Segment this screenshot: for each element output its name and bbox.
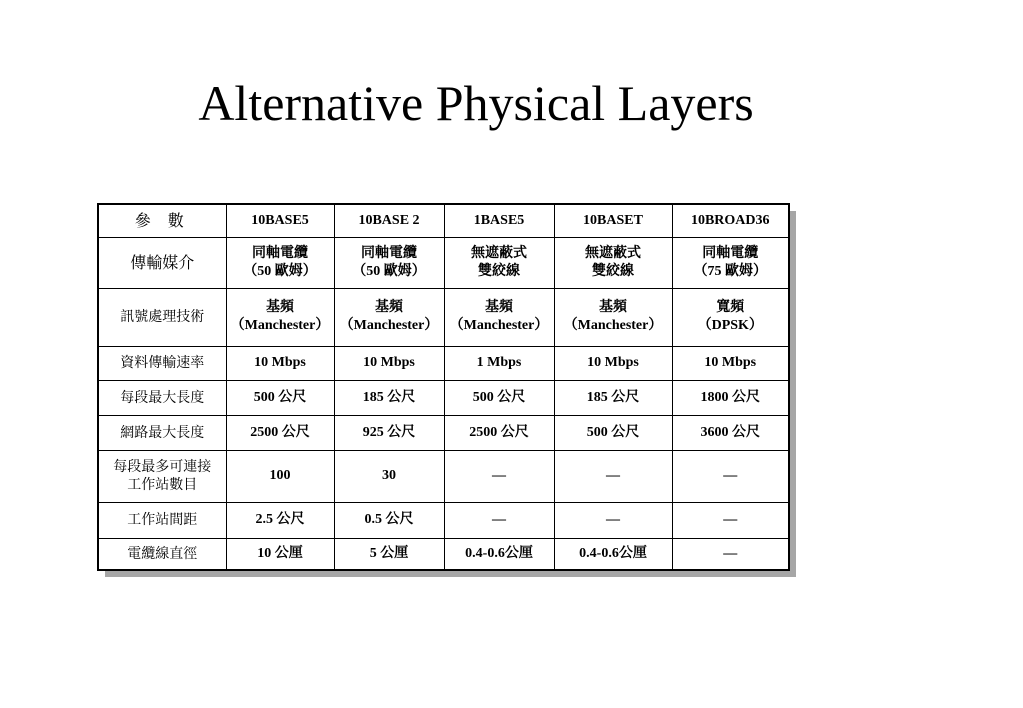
row-label	[98, 237, 226, 288]
row-label-text: 資料傳輸速率	[120, 355, 205, 371]
cell-text: 10 Mbps	[254, 355, 306, 370]
cell-text: 30	[382, 468, 396, 483]
table-cell	[444, 415, 554, 450]
cell-text: 2500 公尺	[469, 424, 529, 440]
table-cell	[334, 502, 444, 538]
row-label	[98, 502, 226, 538]
cell-text: 10 公厘	[257, 545, 303, 561]
cell-text: 無遮蔽式 雙絞線	[471, 245, 527, 279]
cell-text: 基頻 （Manchester）	[230, 300, 330, 333]
header-cell-10baset: 10BASET	[554, 204, 672, 237]
table-cell	[554, 237, 672, 288]
cell-text: 2500 公尺	[250, 424, 310, 440]
row-label	[98, 538, 226, 570]
table-cell	[672, 502, 789, 538]
table-cell	[334, 346, 444, 380]
slide-title: Alternative Physical Layers	[198, 75, 754, 131]
table-cell	[554, 502, 672, 538]
header-cell-1base5: 1BASE5	[444, 204, 554, 237]
table-cell	[554, 288, 672, 346]
cell-text: —	[723, 545, 738, 561]
table-cell	[554, 450, 672, 502]
table-cell	[226, 538, 334, 570]
cell-text: 3600 公尺	[700, 424, 760, 440]
table-cell	[226, 415, 334, 450]
row-label-text: 每段最大長度	[120, 389, 205, 406]
cell-text: 無遮蔽式 雙絞線	[585, 245, 641, 279]
table-cell	[444, 538, 554, 570]
table-cell	[444, 288, 554, 346]
cell-text: 10 Mbps	[587, 355, 639, 370]
cell-text: —	[606, 468, 620, 483]
cell-text: 500 公尺	[586, 424, 640, 440]
table-cell	[672, 237, 789, 288]
table-row	[98, 380, 789, 415]
table-cell	[554, 380, 672, 415]
cell-text: 寬頻 （DPSK）	[697, 300, 763, 333]
table-row	[98, 415, 789, 450]
table-cell	[554, 415, 672, 450]
cell-text: 500 公尺	[253, 389, 307, 405]
row-label-text: 網路最大長度	[120, 424, 205, 441]
cell-text: 185 公尺	[362, 389, 416, 405]
header-cell-10base2: 10BASE 2	[334, 204, 444, 237]
cell-text: 0.5 公尺	[364, 512, 414, 527]
table-header-row	[98, 204, 789, 237]
table-cell	[226, 346, 334, 380]
table-cell	[226, 288, 334, 346]
physical-layer-table	[97, 203, 790, 571]
header-cell-10broad36: 10BROAD36	[672, 204, 789, 237]
table-cell	[672, 450, 789, 502]
cell-text: 500 公尺	[472, 389, 526, 405]
table-cell	[554, 538, 672, 570]
cell-text: 基頻 （Manchester）	[449, 300, 549, 333]
table-row	[98, 346, 789, 380]
table-cell	[672, 380, 789, 415]
row-label-text: 每段最多可連接 工作站數目	[113, 459, 212, 493]
table-cell	[672, 538, 789, 570]
row-label	[98, 346, 226, 380]
table-cell	[334, 538, 444, 570]
row-label	[98, 288, 226, 346]
table-cell	[334, 288, 444, 346]
table-cell	[334, 237, 444, 288]
cell-text: 10 Mbps	[704, 355, 757, 370]
cell-text: —	[723, 512, 738, 527]
row-label-text: 工作站間距	[127, 512, 198, 528]
table-cell	[444, 502, 554, 538]
header-cell-parameter: 參 數	[98, 204, 226, 237]
table-cell	[226, 502, 334, 538]
cell-text: —	[606, 512, 620, 527]
cell-text: 同軸電纜 （50 歐姆）	[243, 245, 317, 279]
table-cell	[444, 450, 554, 502]
row-label-text: 電纜線直徑	[127, 545, 198, 562]
table-cell	[672, 346, 789, 380]
table-cell	[444, 237, 554, 288]
table-cell	[334, 380, 444, 415]
cell-text: 0.4-0.6公厘	[465, 545, 533, 561]
cell-text: 1 Mbps	[476, 355, 522, 370]
table-cell	[334, 415, 444, 450]
table-cell	[444, 380, 554, 415]
table-cell	[554, 346, 672, 380]
row-label	[98, 415, 226, 450]
cell-text: 185 公尺	[586, 389, 640, 405]
table-row	[98, 502, 789, 538]
row-label-text: 傳輸媒介	[130, 252, 195, 272]
cell-text: 925 公尺	[362, 424, 416, 440]
cell-text: 5 公厘	[369, 545, 409, 561]
table-row	[98, 450, 789, 502]
cell-text: 100	[269, 468, 291, 483]
row-label	[98, 380, 226, 415]
table-cell	[226, 380, 334, 415]
table-cell	[444, 346, 554, 380]
cell-text: 1800 公尺	[700, 389, 760, 405]
table-cell	[672, 288, 789, 346]
table-cell	[226, 237, 334, 288]
cell-text: 2.5 公尺	[255, 512, 305, 527]
table-cell	[334, 450, 444, 502]
table-row	[98, 538, 789, 570]
cell-text: 同軸電纜 （75 歐姆）	[693, 245, 767, 279]
table-row	[98, 237, 789, 288]
cell-text: 基頻 （Manchester）	[563, 300, 663, 333]
table-cell	[672, 415, 789, 450]
cell-text: —	[492, 468, 506, 483]
spec-table-container	[97, 203, 788, 569]
row-label	[98, 450, 226, 502]
table-cell	[226, 450, 334, 502]
cell-text: 基頻 （Manchester）	[339, 300, 439, 333]
cell-text: 同軸電纜 （50 歐姆）	[352, 245, 426, 279]
cell-text: 10 Mbps	[363, 355, 415, 370]
cell-text: —	[492, 512, 506, 527]
header-cell-10base5: 10BASE5	[226, 204, 334, 237]
row-label-text: 訊號處理技術	[120, 309, 205, 325]
cell-text: 0.4-0.6公厘	[579, 545, 647, 561]
table-row	[98, 288, 789, 346]
cell-text: —	[723, 468, 738, 483]
